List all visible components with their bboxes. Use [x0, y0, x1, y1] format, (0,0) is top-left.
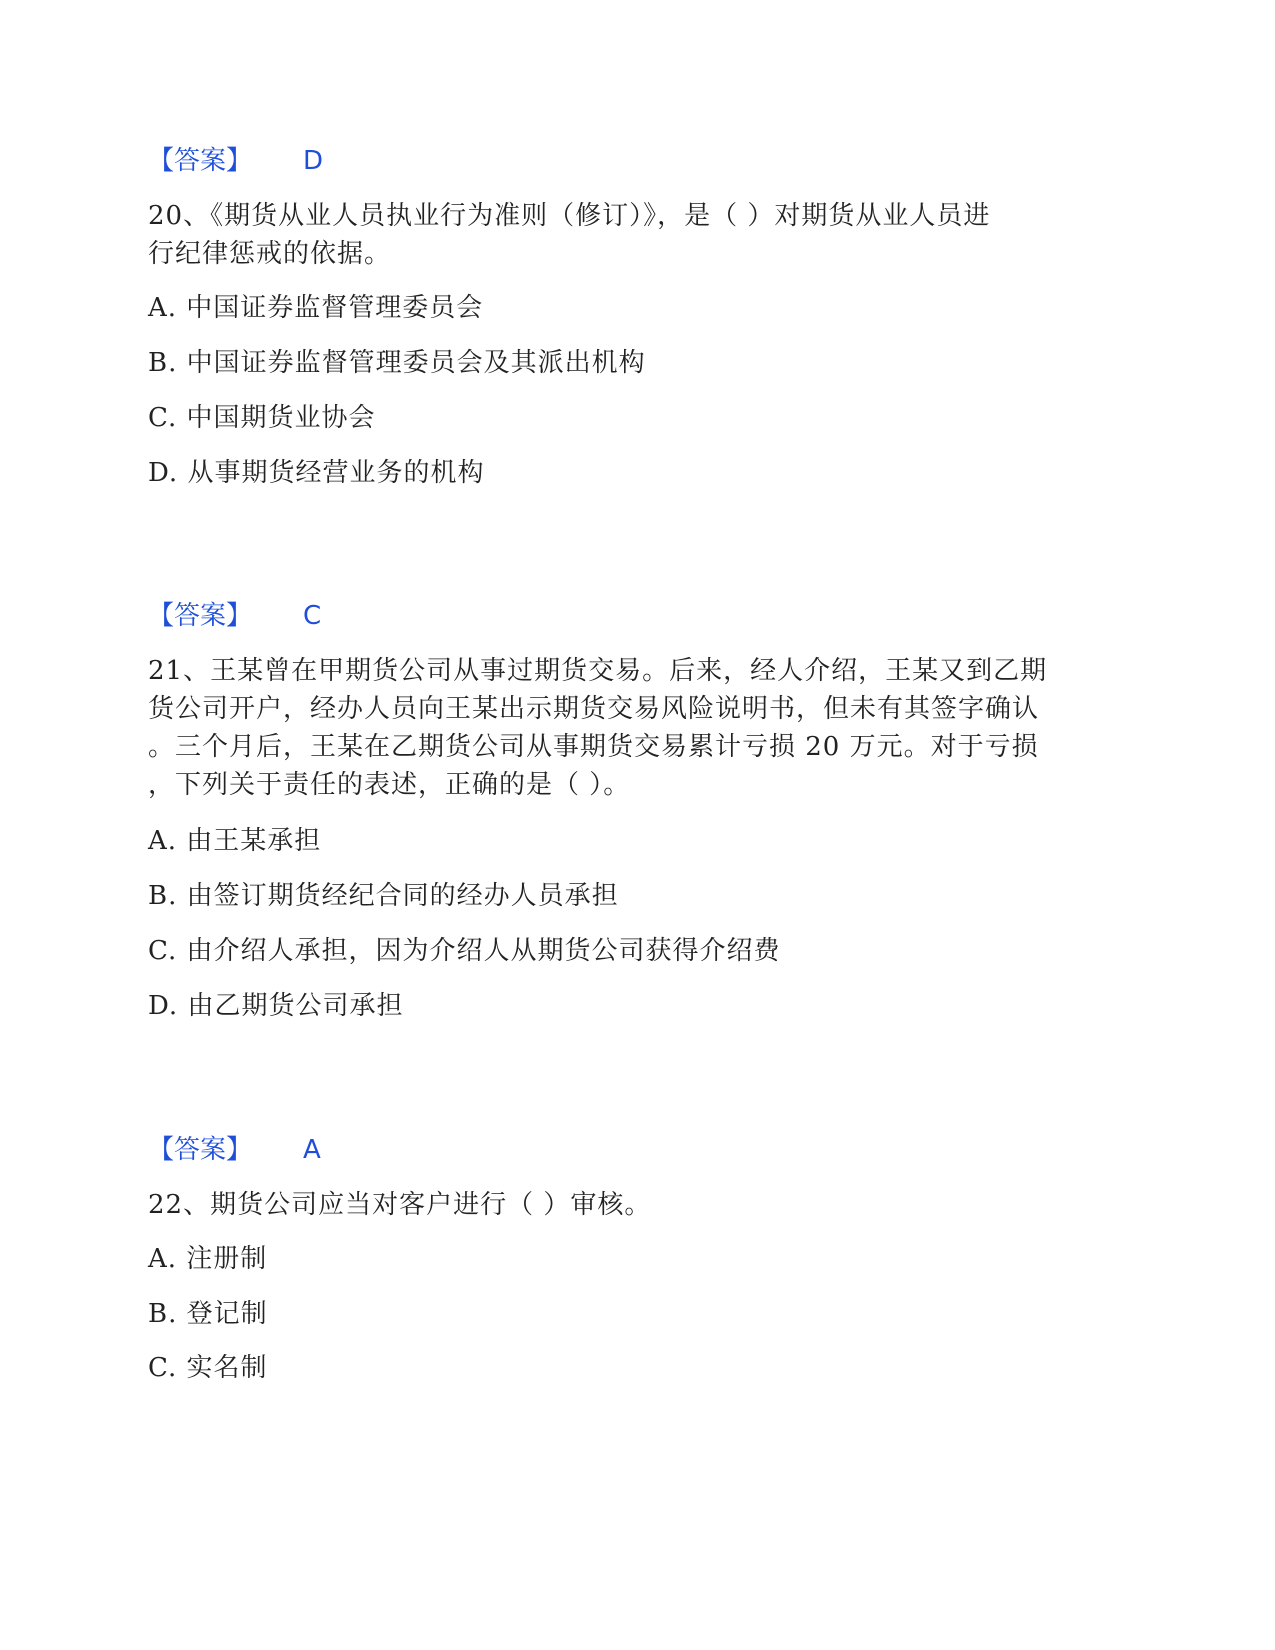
question-line: 20、《期货从业人员执业行为准则（修订）》，是（ ）对期货从业人员进 [148, 201, 991, 231]
option-b: B. 由签订期货经纪合同的经办人员承担 [148, 881, 619, 911]
answer-value: C [303, 601, 322, 631]
question-line: 行纪律惩戒的依据。 [148, 239, 392, 269]
question-text [148, 1186, 1108, 1224]
answer-line [148, 598, 322, 634]
answer-label: 【答案】 [148, 1135, 253, 1165]
question-text [148, 197, 1108, 273]
option-a: A. 中国证券监督管理委员会 [148, 293, 484, 323]
question-line: ，下列关于责任的表述，正确的是（ ）。 [148, 770, 631, 800]
question-line: 。三个月后，王某在乙期货公司从事期货交易累计亏损 20 万元。对于亏损 [148, 732, 1039, 762]
option-d: D. 由乙期货公司承担 [148, 991, 404, 1021]
question-line: 22、期货公司应当对客户进行（ ）审核。 [148, 1190, 652, 1220]
answer-line [148, 1132, 321, 1168]
option-d: D. 从事期货经营业务的机构 [148, 458, 485, 488]
option-a: A. 由王某承担 [148, 826, 322, 856]
question-line: 21、王某曾在甲期货公司从事过期货交易。后来，经人介绍，王某又到乙期 [148, 656, 1048, 686]
option-b: B. 中国证券监督管理委员会及其派出机构 [148, 348, 646, 378]
option-c: C. 中国期货业协会 [148, 403, 376, 433]
answer-value: A [303, 1135, 321, 1165]
question-text [148, 652, 1108, 804]
question-line: 货公司开户，经办人员向王某出示期货交易风险说明书，但未有其签字确认 [148, 694, 1040, 724]
option-c: C. 由介绍人承担，因为介绍人从期货公司获得介绍费 [148, 936, 781, 966]
answer-label: 【答案】 [148, 601, 253, 631]
option-b: B. 登记制 [148, 1299, 268, 1329]
option-c: C. 实名制 [148, 1353, 268, 1383]
answer-line [148, 143, 324, 179]
answer-value: D [303, 146, 324, 176]
option-a: A. 注册制 [148, 1244, 268, 1274]
answer-label: 【答案】 [148, 146, 253, 176]
